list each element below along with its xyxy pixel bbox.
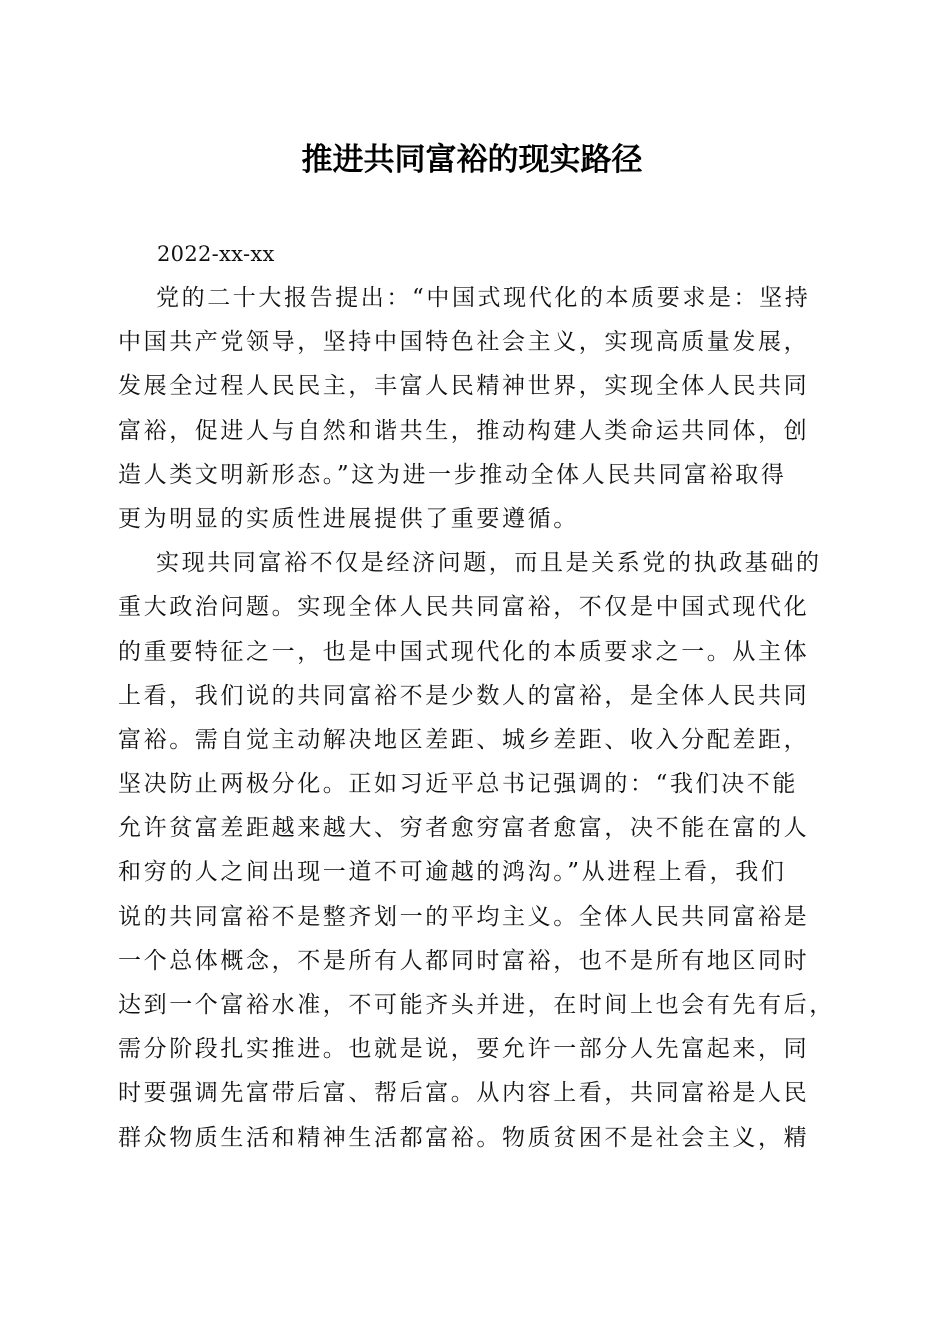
text-line: 更为明显的实质性进展提供了重要遵循。: [118, 505, 579, 532]
text-line: 时要强调先富带后富、帮后富。从内容上看，共同富裕是人民: [118, 1080, 810, 1107]
text-line: 富裕，促进人与自然和谐共生，推动构建人类命运共同体，创: [118, 417, 810, 444]
text-line: 坚决防止两极分化。正如习近平总书记强调的：“我们决不能: [118, 771, 798, 798]
text-line: 需分阶段扎实推进。也就是说，要允许一部分人先富起来，同: [118, 1036, 810, 1063]
document-body: [118, 276, 838, 1160]
paragraph-2: [118, 541, 838, 1160]
text-line: 达到一个富裕水准，不可能齐头并进，在时间上也会有先有后，: [118, 992, 835, 1018]
text-line: 发展全过程人民民主，丰富人民精神世界，实现全体人民共同: [118, 373, 810, 400]
text-line: 允许贫富差距越来越大、穷者愈穷富者愈富，决不能在富的人: [118, 815, 810, 842]
text-line: 造人类文明新形态。”这为进一步推动全体人民共同富裕取得: [118, 461, 787, 488]
text-line: 中国共产党领导，坚持中国特色社会主义，实现高质量发展，: [118, 329, 810, 356]
text-line: 重大政治问题。实现全体人民共同富裕，不仅是中国式现代化: [118, 594, 810, 621]
text-line: 的重要特征之一，也是中国式现代化的本质要求之一。从主体: [118, 638, 810, 665]
text-line: 群众物质生活和精神生活都富裕。物质贫困不是社会主义，精: [118, 1124, 810, 1151]
text-line: 上看，我们说的共同富裕不是少数人的富裕，是全体人民共同: [118, 682, 810, 709]
document-title: 推进共同富裕的现实路径: [301, 142, 643, 178]
paragraph-1: [118, 276, 838, 541]
text-line: 和穷的人之间出现一道不可逾越的鸿沟。”从进程上看，我们: [118, 859, 787, 886]
text-line: 党的二十大报告提出：“中国式现代化的本质要求是：坚持: [156, 285, 811, 311]
text-line: 实现共同富裕不仅是经济问题，而且是关系党的执政基础的: [156, 550, 822, 577]
text-line: 说的共同富裕不是整齐划一的平均主义。全体人民共同富裕是: [118, 903, 810, 930]
text-line: 一个总体概念，不是所有人都同时富裕，也不是所有地区同时: [118, 947, 810, 974]
text-line: 富裕。需自觉主动解决地区差距、城乡差距、收入分配差距，: [118, 726, 810, 753]
document-date: 2022-xx-xx: [157, 242, 275, 266]
